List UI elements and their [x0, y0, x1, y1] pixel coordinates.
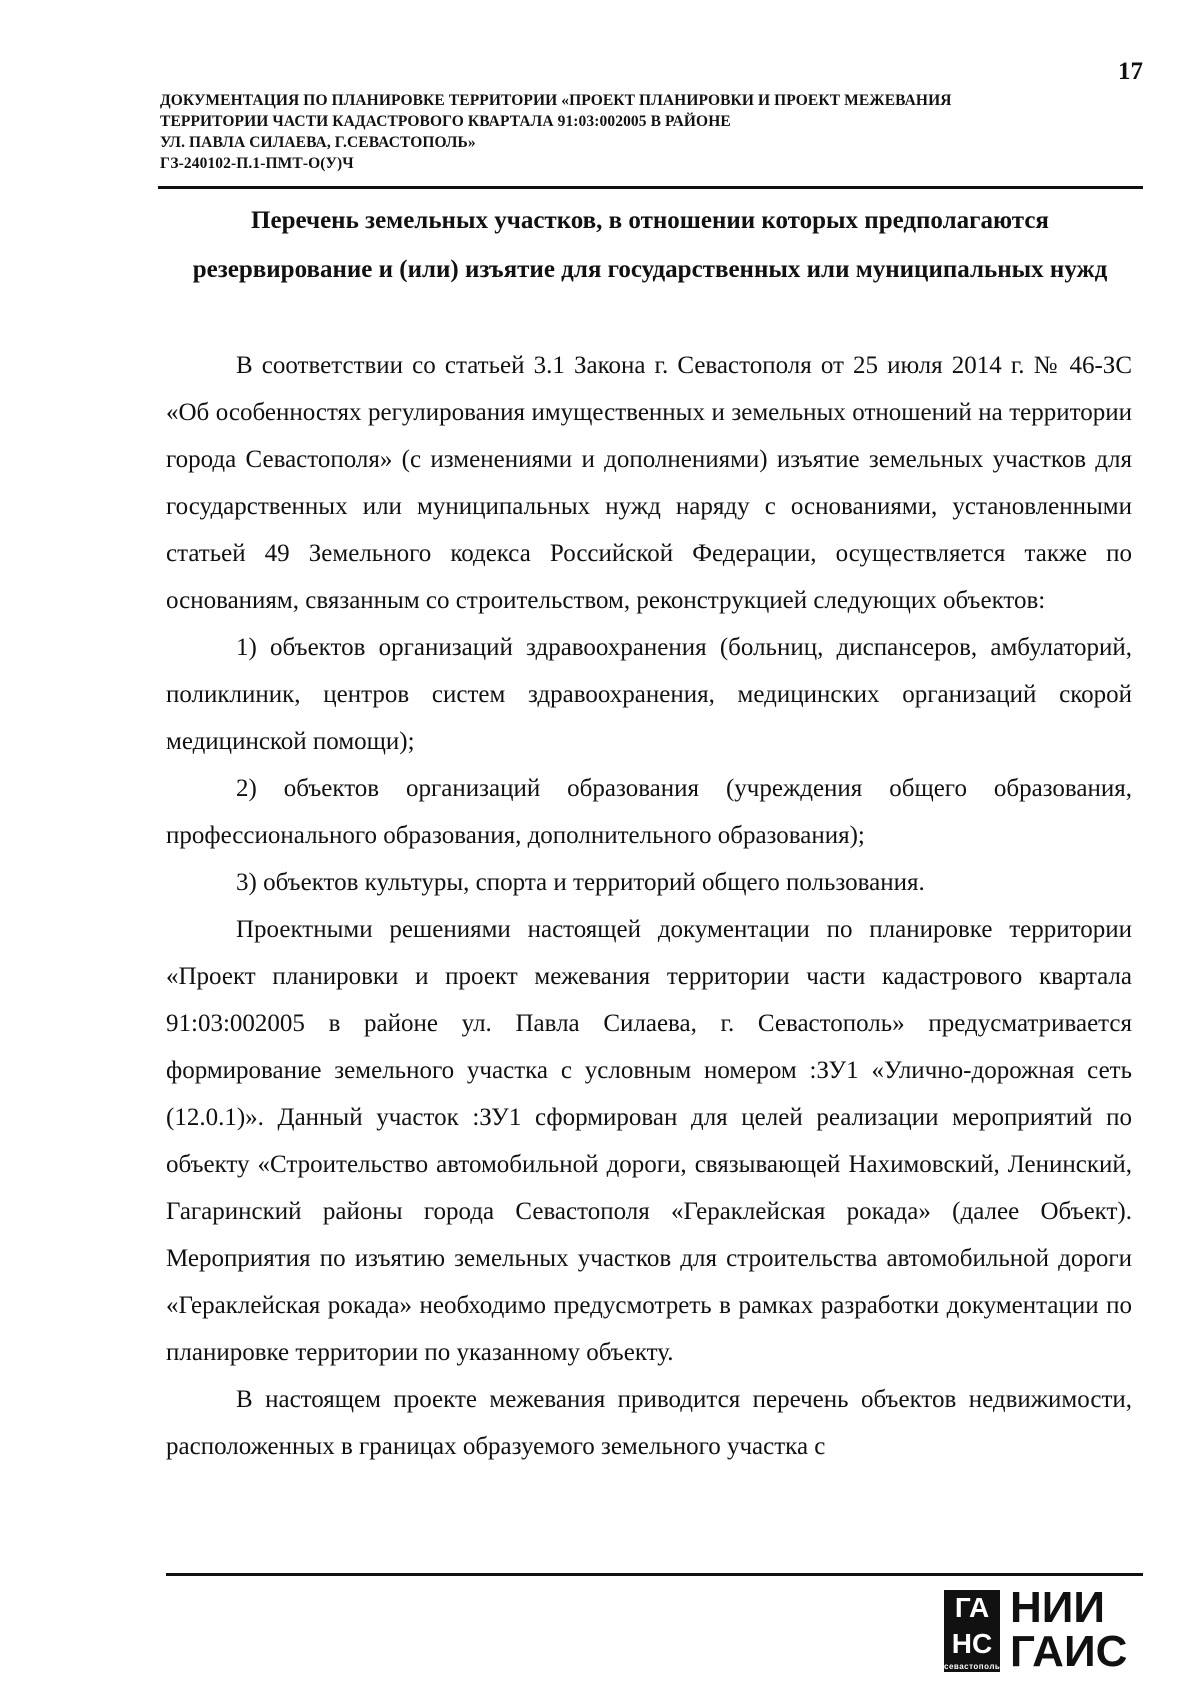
- paragraph: В соответствии со статьей 3.1 Закона г. Севастополя от 25 июля 2014 г. № 46-ЗС «Об особенностях регулирования имущественных и земельных отношений на территории города Севастополя» (с изменениями и дополнениями) изъятие земельных участков для государственных или муниципальных нужд наряду с основаниями, установленными статьей 49 Земельного кодекса Российской Федерации, осуществляется также по основаниям, связанным со строительством, реконструкцией следующих объектов:: [166, 352, 1132, 614]
- paragraph: Проектными решениями настоящей документации по планировке территории «Проект планировки и проект межевания территории части кадастрового квартала 91:03:002005 в районе ул. Павла Силаева, г. Севастополь» предусматривается формирование земельного участка с условным номером :ЗУ1 «Улично-дорожная сеть (12.0.1)». Данный участок :ЗУ1 сформирован для целей реализации мероприятий по объекту «Строительство автомобильной дороги, связывающей Нахимовский, Ленинский, Гагаринский районы города Севастополя «Гераклейская рокада» (далее Объект). Мероприятия по изъятию земельных участков для строительства автомобильной дороги «Гераклейская рокада» необходимо предусмотреть в рамках разработки документации по планировке территории по указанному объекту.: [166, 916, 1132, 1366]
- header-line: ДОКУМЕНТАЦИЯ ПО ПЛАНИРОВКЕ ТЕРРИТОРИИ «ПРОЕКТ ПЛАНИРОВКИ И ПРОЕКТ МЕЖЕВАНИЯ: [160, 92, 952, 109]
- header-code: ГЗ-240102-П.1-ПМТ-О(У)Ч: [160, 155, 354, 172]
- logo-text: НИИ ГАИС: [1010, 1583, 1128, 1676]
- company-logo: [944, 1582, 1144, 1682]
- body-text: [166, 342, 1132, 1470]
- footer-divider: [166, 1573, 1143, 1576]
- header-divider: [158, 186, 1143, 189]
- list-item: 2) объектов организаций образования (учреждения общего образования, профессионального образования, дополнительного образования);: [166, 775, 1132, 849]
- paragraph: В настоящем проекте межевания приводится перечень объектов недвижимости, расположенных в границах образуемого земельного участка с: [166, 1386, 1132, 1460]
- page-number: 17: [1118, 58, 1143, 85]
- header-line: ТЕРРИТОРИИ ЧАСТИ КАДАСТРОВОГО КВАРТАЛА 91:03:002005 В РАЙОНЕ: [160, 113, 731, 130]
- header-line: УЛ. ПАВЛА СИЛАЕВА, Г.СЕВАСТОПОЛЬ»: [160, 134, 476, 151]
- section-title: Перечень земельных участков, в отношении которых предполагаются резервирование и (или) изъятие для государственных или муниципальных нужд: [192, 207, 1108, 283]
- list-item: 3) объектов культуры, спорта и территорий общего пользования.: [236, 869, 925, 896]
- document-header: [160, 90, 1120, 174]
- list-item: 1) объектов организаций здравоохранения (больниц, диспансеров, амбулаторий, поликлиник, центров систем здравоохранения, медицинских организаций скорой медицинской помощи);: [166, 634, 1132, 755]
- logo-mark: ГА НС севастополь: [944, 1592, 1001, 1671]
